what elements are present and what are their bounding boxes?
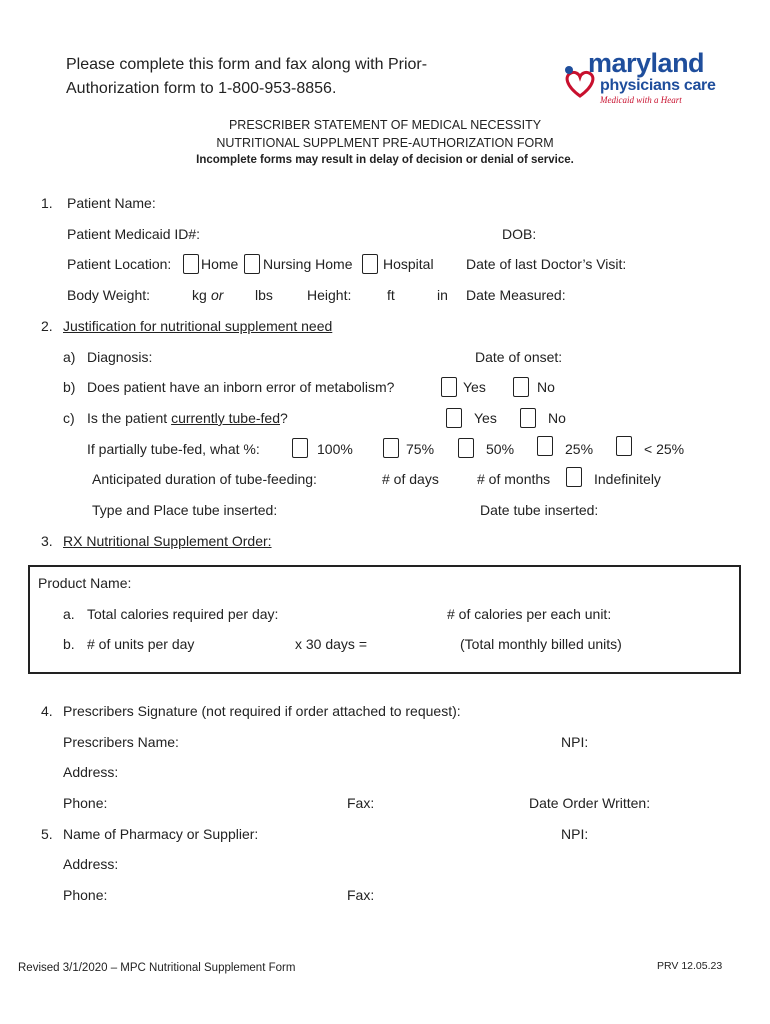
tubefed-question-post: ?	[280, 410, 288, 426]
fax-instruction-line1: Please complete this form and fax along with Prior-	[66, 56, 428, 73]
duration-label: Anticipated duration of tube-feeding:	[92, 471, 317, 487]
pct-25-checkbox[interactable]	[537, 436, 553, 456]
footer-code: PRV 12.05.23	[657, 960, 723, 972]
section2-number: 2.	[41, 318, 53, 334]
pct-lt25-label: < 25%	[644, 441, 685, 457]
x30-days-label: x 30 days =	[295, 636, 367, 652]
last-visit-label: Date of last Doctor’s Visit:	[466, 256, 627, 272]
calories-letter: a.	[63, 606, 75, 622]
inborn-question: Does patient have an inborn error of metabolism?	[87, 379, 395, 395]
inborn-letter: b)	[63, 379, 76, 395]
logo-physicians-care: physicians care	[600, 77, 716, 94]
kg-unit: kg	[192, 287, 207, 303]
pct-100-checkbox[interactable]	[292, 438, 308, 458]
indefinitely-label: Indefinitely	[594, 471, 661, 487]
units-letter: b.	[63, 636, 75, 652]
inborn-no-label: No	[537, 379, 555, 395]
type-place-label: Type and Place tube inserted:	[92, 502, 278, 518]
tubefed-question	[87, 410, 288, 426]
mpc-logo	[560, 50, 725, 110]
date-order-written-label: Date Order Written:	[529, 795, 651, 811]
tubefed-no-label: No	[548, 410, 566, 426]
prescriber-address-label: Address:	[63, 764, 119, 780]
pct-50-label: 50%	[486, 441, 515, 457]
tubefed-no-checkbox[interactable]	[520, 408, 536, 428]
pharmacy-name-label: Name of Pharmacy or Supplier:	[63, 826, 259, 842]
form-warning: Incomplete forms may result in delay of decision or denial of service.	[196, 154, 574, 166]
section3-number: 3.	[41, 533, 53, 549]
lbs-unit: lbs	[255, 287, 273, 303]
location-home-checkbox[interactable]	[183, 254, 199, 274]
pct-lt25-checkbox[interactable]	[616, 436, 632, 456]
in-unit: in	[437, 287, 448, 303]
tubefed-question-pre: Is the patient	[87, 410, 168, 426]
section4-heading: Prescribers Signature (not required if order attached to request):	[63, 703, 461, 719]
location-nursing-label: Nursing Home	[263, 256, 353, 272]
logo-maryland: maryland	[588, 48, 705, 78]
tubefed-yes-label: Yes	[474, 410, 497, 426]
units-per-day-label: # of units per day	[87, 636, 195, 652]
section4-number: 4.	[41, 703, 53, 719]
medicaid-id-label: Patient Medicaid ID#:	[67, 226, 201, 242]
section3-heading: RX Nutritional Supplement Order:	[63, 533, 272, 549]
footer-revision: Revised 3/1/2020 – MPC Nutritional Supplement Form	[18, 962, 296, 974]
tubefed-question-emph: currently tube-fed	[171, 410, 281, 426]
months-label: # of months	[477, 471, 551, 487]
diagnosis-letter: a)	[63, 349, 76, 365]
pct-25-label: 25%	[565, 441, 594, 457]
location-hospital-checkbox[interactable]	[362, 254, 378, 274]
prescriber-phone-label: Phone:	[63, 795, 108, 811]
section2-heading: Justification for nutritional supplement need	[63, 318, 333, 334]
dob-label: DOB:	[502, 226, 537, 242]
section5-number: 5.	[41, 826, 53, 842]
onset-label: Date of onset:	[475, 349, 563, 365]
date-inserted-label: Date tube inserted:	[480, 502, 599, 518]
pct-75-label: 75%	[406, 441, 435, 457]
prescriber-name-label: Prescribers Name:	[63, 734, 179, 750]
prescriber-fax-label: Fax:	[347, 795, 375, 811]
partial-percent-label: If partially tube-fed, what %:	[87, 441, 260, 457]
form-title-line1: PRESCRIBER STATEMENT OF MEDICAL NECESSITY	[228, 118, 542, 132]
tubefed-yes-checkbox[interactable]	[446, 408, 462, 428]
patient-name-label: Patient Name:	[67, 195, 156, 211]
height-label: Height:	[307, 287, 352, 303]
monthly-units-label: (Total monthly billed units)	[460, 636, 622, 652]
ft-unit: ft	[387, 287, 395, 303]
pct-100-label: 100%	[317, 441, 353, 457]
product-name-label: Product Name:	[38, 575, 132, 591]
pharmacy-npi-label: NPI:	[561, 826, 589, 842]
patient-location-label: Patient Location:	[67, 256, 172, 272]
date-measured-label: Date Measured:	[466, 287, 566, 303]
location-nursing-checkbox[interactable]	[244, 254, 260, 274]
indefinitely-checkbox[interactable]	[566, 467, 582, 487]
calories-per-day-label: Total calories required per day:	[87, 606, 279, 622]
location-home-label: Home	[201, 256, 239, 272]
inborn-no-checkbox[interactable]	[513, 377, 529, 397]
pharmacy-phone-label: Phone:	[63, 887, 108, 903]
inborn-yes-label: Yes	[463, 379, 486, 395]
pct-75-checkbox[interactable]	[383, 438, 399, 458]
logo-tagline: Medicaid with a Heart	[600, 95, 682, 105]
location-hospital-label: Hospital	[383, 256, 434, 272]
tubefed-letter: c)	[63, 410, 75, 426]
calories-per-unit-label: # of calories per each unit:	[447, 606, 612, 622]
pharmacy-fax-label: Fax:	[347, 887, 375, 903]
form-title-line2: NUTRITIONAL SUPPLMENT PRE-AUTHORIZATION FORM	[216, 136, 554, 150]
body-weight-label: Body Weight:	[67, 287, 151, 303]
days-label: # of days	[382, 471, 439, 487]
diagnosis-label: Diagnosis:	[87, 349, 153, 365]
fax-instruction-line2: Authorization form to 1-800-953-8856.	[66, 80, 337, 97]
pharmacy-address-label: Address:	[63, 856, 119, 872]
or-text: or	[211, 287, 224, 303]
pct-50-checkbox[interactable]	[458, 438, 474, 458]
section1-number: 1.	[41, 195, 53, 211]
inborn-yes-checkbox[interactable]	[441, 377, 457, 397]
prescriber-npi-label: NPI:	[561, 734, 589, 750]
